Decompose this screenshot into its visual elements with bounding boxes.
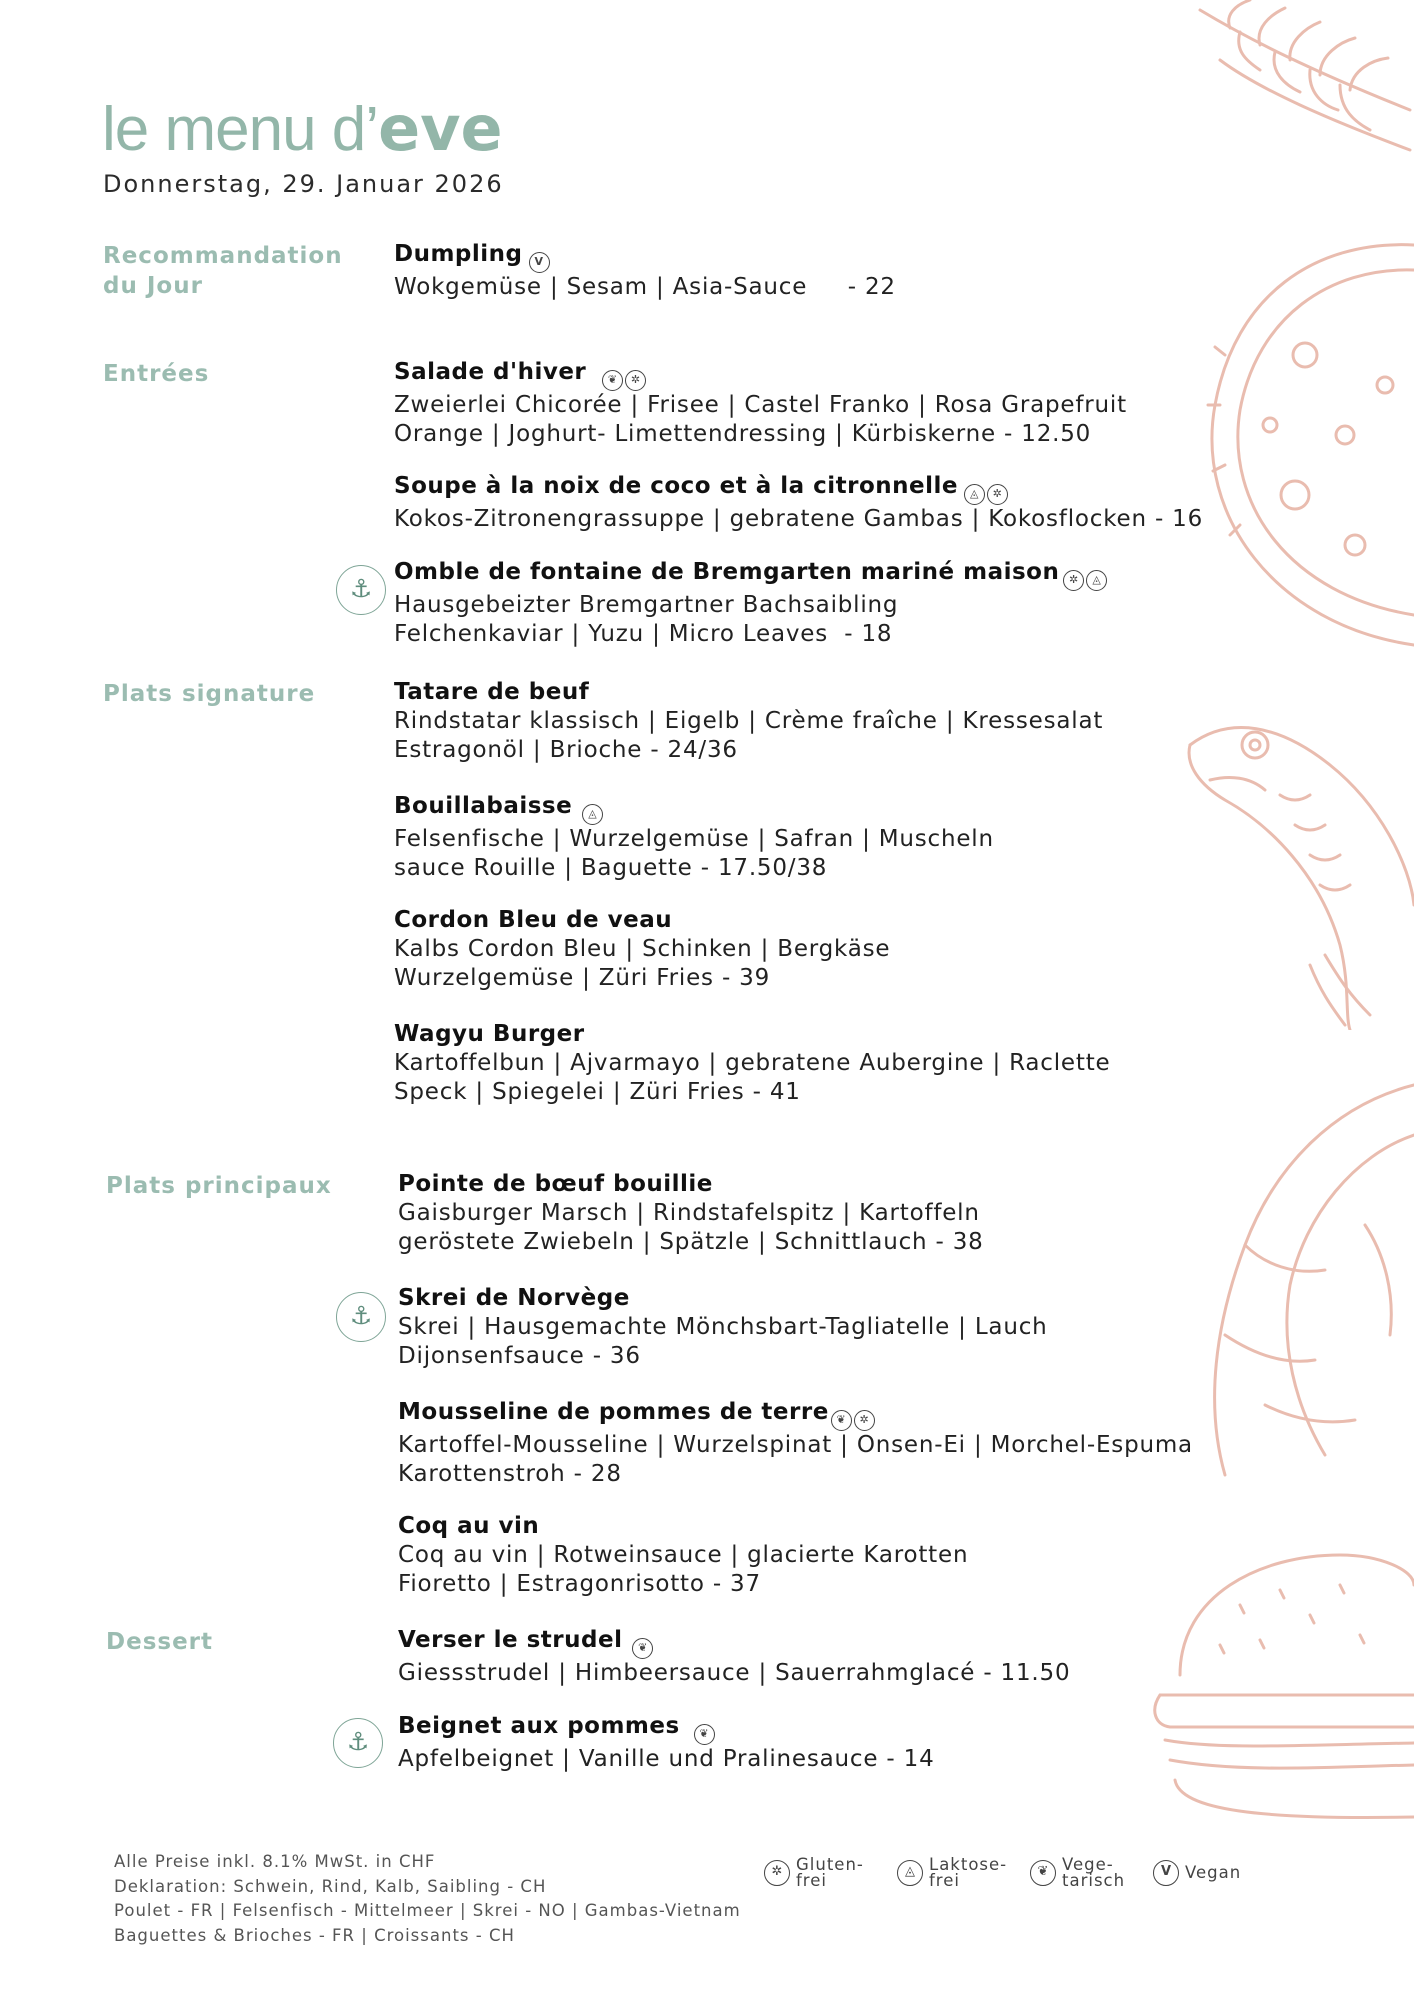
item-description: Kartoffelbun | Ajvarmayo | gebratene Aubergine | Raclette	[394, 1050, 1111, 1076]
diet-icons	[964, 476, 1010, 505]
legend-vegan	[1153, 1853, 1275, 1893]
menu-item-dumpling	[394, 240, 1214, 302]
diet-icons	[632, 1630, 655, 1659]
diet-icons	[602, 362, 648, 391]
item-name: Pointe de bœuf bouillie	[398, 1171, 713, 1197]
item-description: Giessstrudel | Himbeersauce | Sauerrahmglacé - 11.50	[398, 1660, 1071, 1686]
menu-item-soupe-coco	[394, 472, 1214, 534]
menu-title: le menu d’eve	[102, 92, 503, 165]
item-description: Zweierlei Chicorée | Frisee | Castel Franko | Rosa Grapefruit	[394, 392, 1127, 418]
menu-item-wagyu-burger	[394, 1020, 1214, 1106]
item-name: Coq au vin	[398, 1513, 540, 1539]
gluten-free-icon: ✲	[764, 1860, 790, 1886]
menu-item-verser-le-strudel	[398, 1626, 1218, 1688]
menu-item-coq-au-vin	[398, 1512, 1218, 1598]
tart-illustration	[1195, 235, 1414, 655]
item-description: Kalbs Cordon Bleu | Schinken | Bergkäse	[394, 936, 891, 962]
footnote-line: Baguettes & Brioches - FR | Croissants - CH	[114, 1925, 515, 1945]
item-name: Omble de fontaine de Bremgarten mariné maison	[394, 559, 1060, 585]
section-label-entrees: Entrées	[103, 361, 210, 387]
vegetarian-icon: ❦	[602, 370, 623, 391]
footnote-line: Alle Preise inkl. 8.1% MwSt. in CHF	[114, 1852, 436, 1871]
item-name: Cordon Bleu de veau	[394, 907, 673, 933]
section-label-plats-principaux: Plats principaux	[106, 1173, 332, 1199]
menu-item-pointe-de-boeuf	[398, 1170, 1218, 1256]
item-name: Verser le strudel	[398, 1627, 623, 1653]
item-description: Apfelbeignet | Vanille und Pralinesauce - 14	[398, 1746, 935, 1772]
item-description: Orange | Joghurt- Limettendressing | Kürbiskerne - 12.50	[394, 420, 1092, 447]
lactose-free-icon: ◬	[897, 1860, 923, 1886]
section-label-recommandation: Recommandation du Jour	[103, 243, 343, 299]
item-description: Karottenstroh - 28	[398, 1460, 622, 1487]
footnote-line: Deklaration: Schwein, Rind, Kalb, Saibling - CH	[114, 1876, 547, 1896]
vegan-icon: V	[1153, 1860, 1179, 1886]
menu-date: Donnerstag, 29. Januar 2026	[103, 170, 504, 198]
item-name: Soupe à la noix de coco et à la citronnelle	[394, 473, 959, 499]
footnote-line: Poulet - FR | Felsenfisch - Mittelmeer | Skrei - NO | Gambas-Vietnam	[114, 1901, 741, 1920]
menu-item-beignet-aux-pommes	[398, 1712, 1218, 1774]
lactose-free-icon: ◬	[1086, 570, 1107, 591]
menu-item-tatare-de-beuf	[394, 678, 1214, 764]
item-description: Speck | Spiegelei | Züri Fries - 41	[394, 1078, 801, 1105]
anchor-icon: ⚓	[336, 565, 386, 615]
item-description: Fioretto | Estragonrisotto - 37	[398, 1570, 761, 1597]
vegetarian-icon: ❦	[694, 1724, 715, 1745]
gluten-free-icon: ✲	[987, 484, 1008, 505]
item-name: Dumpling	[394, 241, 523, 267]
item-description: Dijonsenfsauce - 36	[398, 1342, 641, 1369]
item-description: Felchenkaviar | Yuzu | Micro Leaves - 18	[394, 620, 893, 647]
anchor-icon: ⚓	[333, 1718, 383, 1768]
legend-lactose-free	[897, 1853, 1019, 1893]
vegetarian-icon: ❦	[632, 1638, 653, 1659]
item-name: Salade d'hiver	[394, 359, 587, 385]
footnotes	[114, 1850, 764, 1948]
diet-icons	[582, 796, 605, 825]
vegetarian-icon: ❦	[831, 1410, 852, 1431]
item-description: Felsenfische | Wurzelgemüse | Safran | Muscheln	[394, 826, 994, 852]
legend-label: Laktose- frei	[929, 1855, 1008, 1890]
gluten-free-icon: ✲	[854, 1410, 875, 1431]
item-name: Skrei de Norvège	[398, 1285, 630, 1311]
item-description: Gaisburger Marsch | Rindstafelspitz | Kartoffeln	[398, 1200, 980, 1226]
item-description: Skrei | Hausgemachte Mönchsbart-Tagliatelle | Lauch	[398, 1314, 1048, 1340]
rosemary-illustration	[1190, 0, 1414, 165]
oyster-illustration	[1185, 1075, 1414, 1495]
menu-item-skrei-de-norvege	[398, 1284, 1218, 1370]
lactose-free-icon: ◬	[964, 484, 985, 505]
item-description: Kokos-Zitronengrassuppe | gebratene Gambas | Kokosflocken - 16	[394, 506, 1204, 532]
menu-item-bouillabaisse	[394, 792, 1214, 882]
diet-icons	[1063, 562, 1109, 591]
item-description: Estragonöl | Brioche - 24/36	[394, 736, 738, 763]
menu-item-cordon-bleu	[394, 906, 1214, 992]
vegetarian-icon: ❦	[1030, 1860, 1056, 1886]
legend-label: Vegan	[1185, 1863, 1242, 1882]
item-description: sauce Rouille | Baguette - 17.50/38	[394, 854, 828, 881]
item-description: Hausgebeizter Bremgartner Bachsaibling	[394, 592, 899, 618]
item-name: Mousseline de pommes de terre	[398, 1399, 829, 1425]
legend-label: Gluten- frei	[796, 1855, 864, 1890]
item-description: Rindstatar klassisch | Eigelb | Crème fraîche | Kressesalat	[394, 708, 1104, 734]
diet-icons	[694, 1716, 717, 1745]
lactose-free-icon: ◬	[582, 804, 603, 825]
item-name: Bouillabaisse	[394, 793, 573, 819]
section-label-plats-signature: Plats signature	[103, 681, 316, 707]
item-description: Kartoffel-Mousseline | Wurzelspinat | Onsen-Ei | Morchel-Espuma	[398, 1432, 1193, 1458]
legend-label: Vege- tarisch	[1062, 1855, 1126, 1890]
legend-gluten-free	[764, 1853, 886, 1893]
section-label-dessert: Dessert	[106, 1629, 214, 1655]
menu-item-mousseline	[398, 1398, 1218, 1488]
item-name: Beignet aux pommes	[398, 1713, 680, 1739]
item-description: Wokgemüse | Sesam | Asia-Sauce - 22	[394, 274, 896, 300]
anchor-icon: ⚓	[336, 1292, 386, 1342]
menu-item-salade-dhiver	[394, 358, 1214, 448]
item-description: geröstete Zwiebeln | Spätzle | Schnittlauch - 38	[398, 1228, 984, 1255]
item-name: Tatare de beuf	[394, 679, 590, 705]
item-description: Wurzelgemüse | Züri Fries - 39	[394, 964, 771, 991]
gluten-free-icon: ✲	[625, 370, 646, 391]
item-name: Wagyu Burger	[394, 1021, 585, 1047]
vegan-icon: V	[529, 252, 550, 273]
menu-item-omble-de-fontaine	[394, 558, 1214, 648]
item-description: Coq au vin | Rotweinsauce | glacierte Karotten	[398, 1542, 969, 1568]
diet-icons	[529, 244, 552, 273]
gluten-free-icon: ✲	[1063, 570, 1084, 591]
legend-vegetarian	[1030, 1853, 1152, 1893]
diet-icons	[831, 1402, 877, 1431]
